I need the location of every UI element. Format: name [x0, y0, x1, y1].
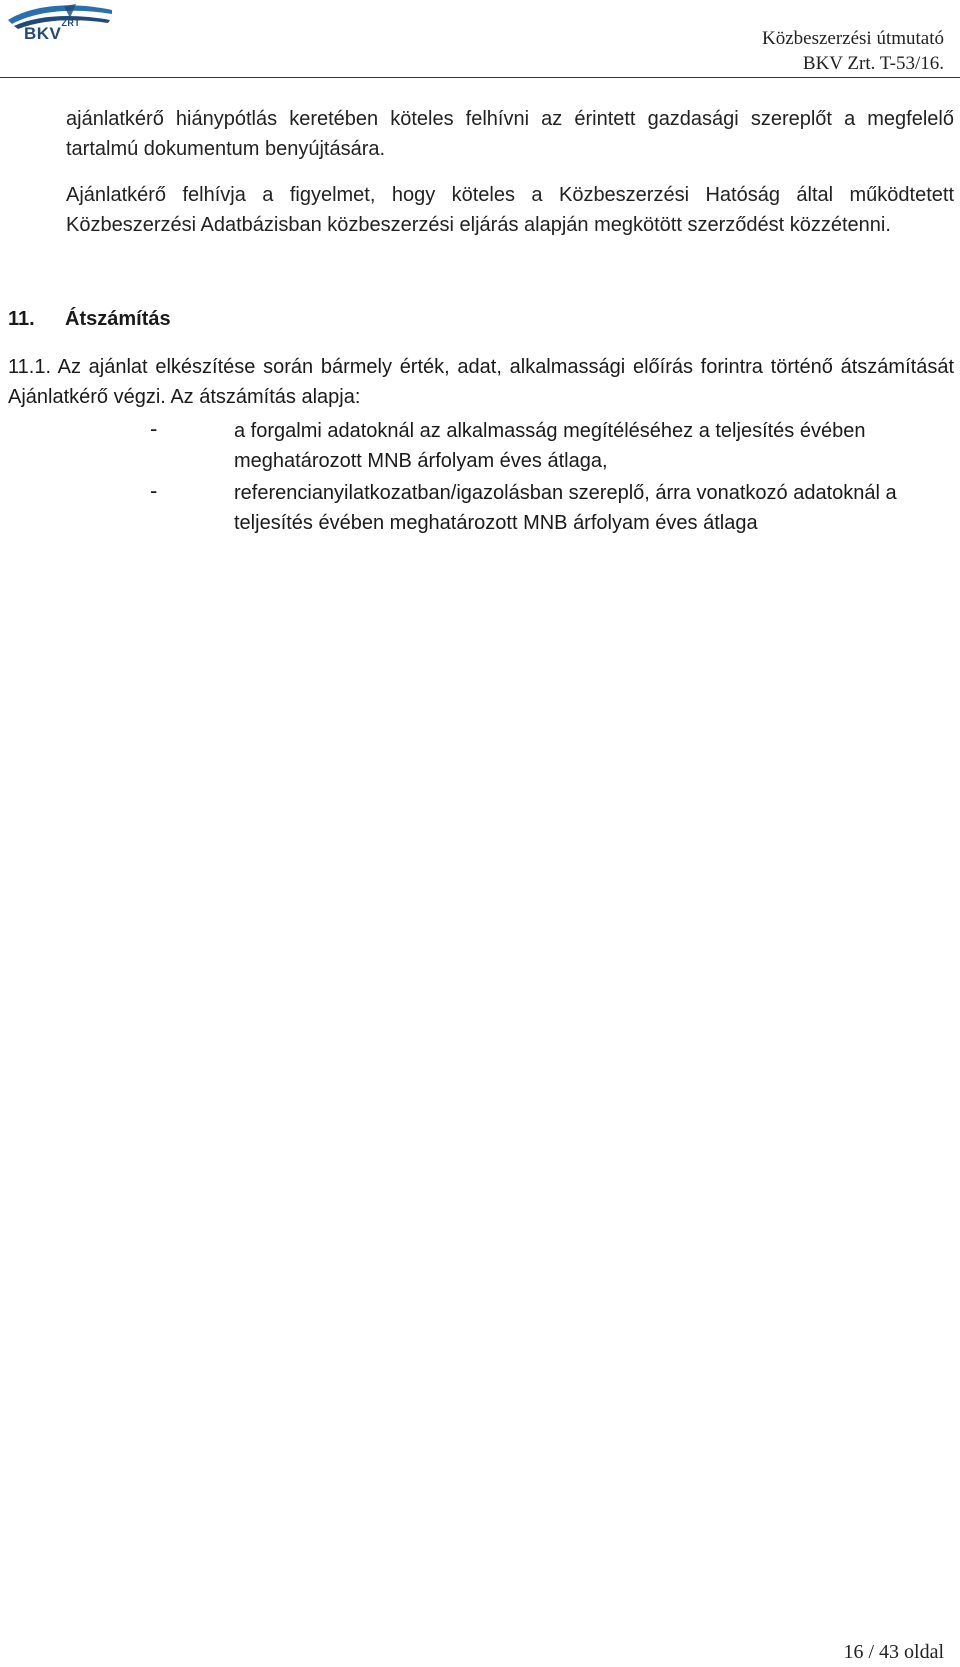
subsection-number: 11.1.	[8, 356, 51, 378]
page-number: 16 / 43 oldal	[843, 1641, 944, 1663]
list-item	[150, 416, 940, 476]
header-divider	[0, 77, 960, 78]
bullet-dash: -	[150, 478, 158, 503]
bullet-text: a forgalmi adatoknál az alkalmasság megítéléséhez a teljesítés évében meghatározott MNB árfolyam éves átlaga,	[234, 420, 866, 472]
header-doc-title: Közbeszerzési útmutató	[761, 28, 944, 49]
page-header	[0, 0, 960, 80]
subsection-11-1	[8, 352, 954, 412]
paragraph-1: ajánlatkérő hiánypótlás keretében köteles felhívni az érintett gazdasági szereplőt a megfelelő tartalmú dokumentum benyújtására.	[66, 108, 954, 160]
list-item	[150, 478, 940, 538]
bkv-logo-text: $BKV^{ZRT}$	[24, 18, 81, 43]
bullet-dash: -	[150, 416, 158, 441]
bullet-text: referencianyilatkozatban/igazolásban szereplő, árra vonatkozó adatoknál a teljesítés évében meghatározott MNB árfolyam éves átlaga	[234, 482, 897, 534]
bkv-logo	[4, 2, 116, 46]
paragraph-2: Ajánlatkérő felhívja a figyelmet, hogy köteles a Közbeszerzési Hatóság által működtetett Közbeszerzési Adatbázisban közbeszerzési eljárás alapján megkötött szerződést közzétenni.	[66, 184, 954, 236]
bullet-list	[150, 416, 940, 540]
subsection-text: Az ajánlat elkészítése során bármely érték, adat, alkalmassági előírás forintra történő átszámítását Ajánlatkérő végzi. Az átszámítás alapja:	[8, 356, 955, 408]
header-doc-info	[762, 26, 944, 76]
section-title: Átszámítás	[65, 308, 171, 330]
header-doc-id: BKV Zrt. T-53/16.	[802, 53, 944, 74]
section-number: 11.	[8, 308, 35, 330]
body-text	[66, 104, 954, 240]
section-heading	[8, 304, 171, 334]
